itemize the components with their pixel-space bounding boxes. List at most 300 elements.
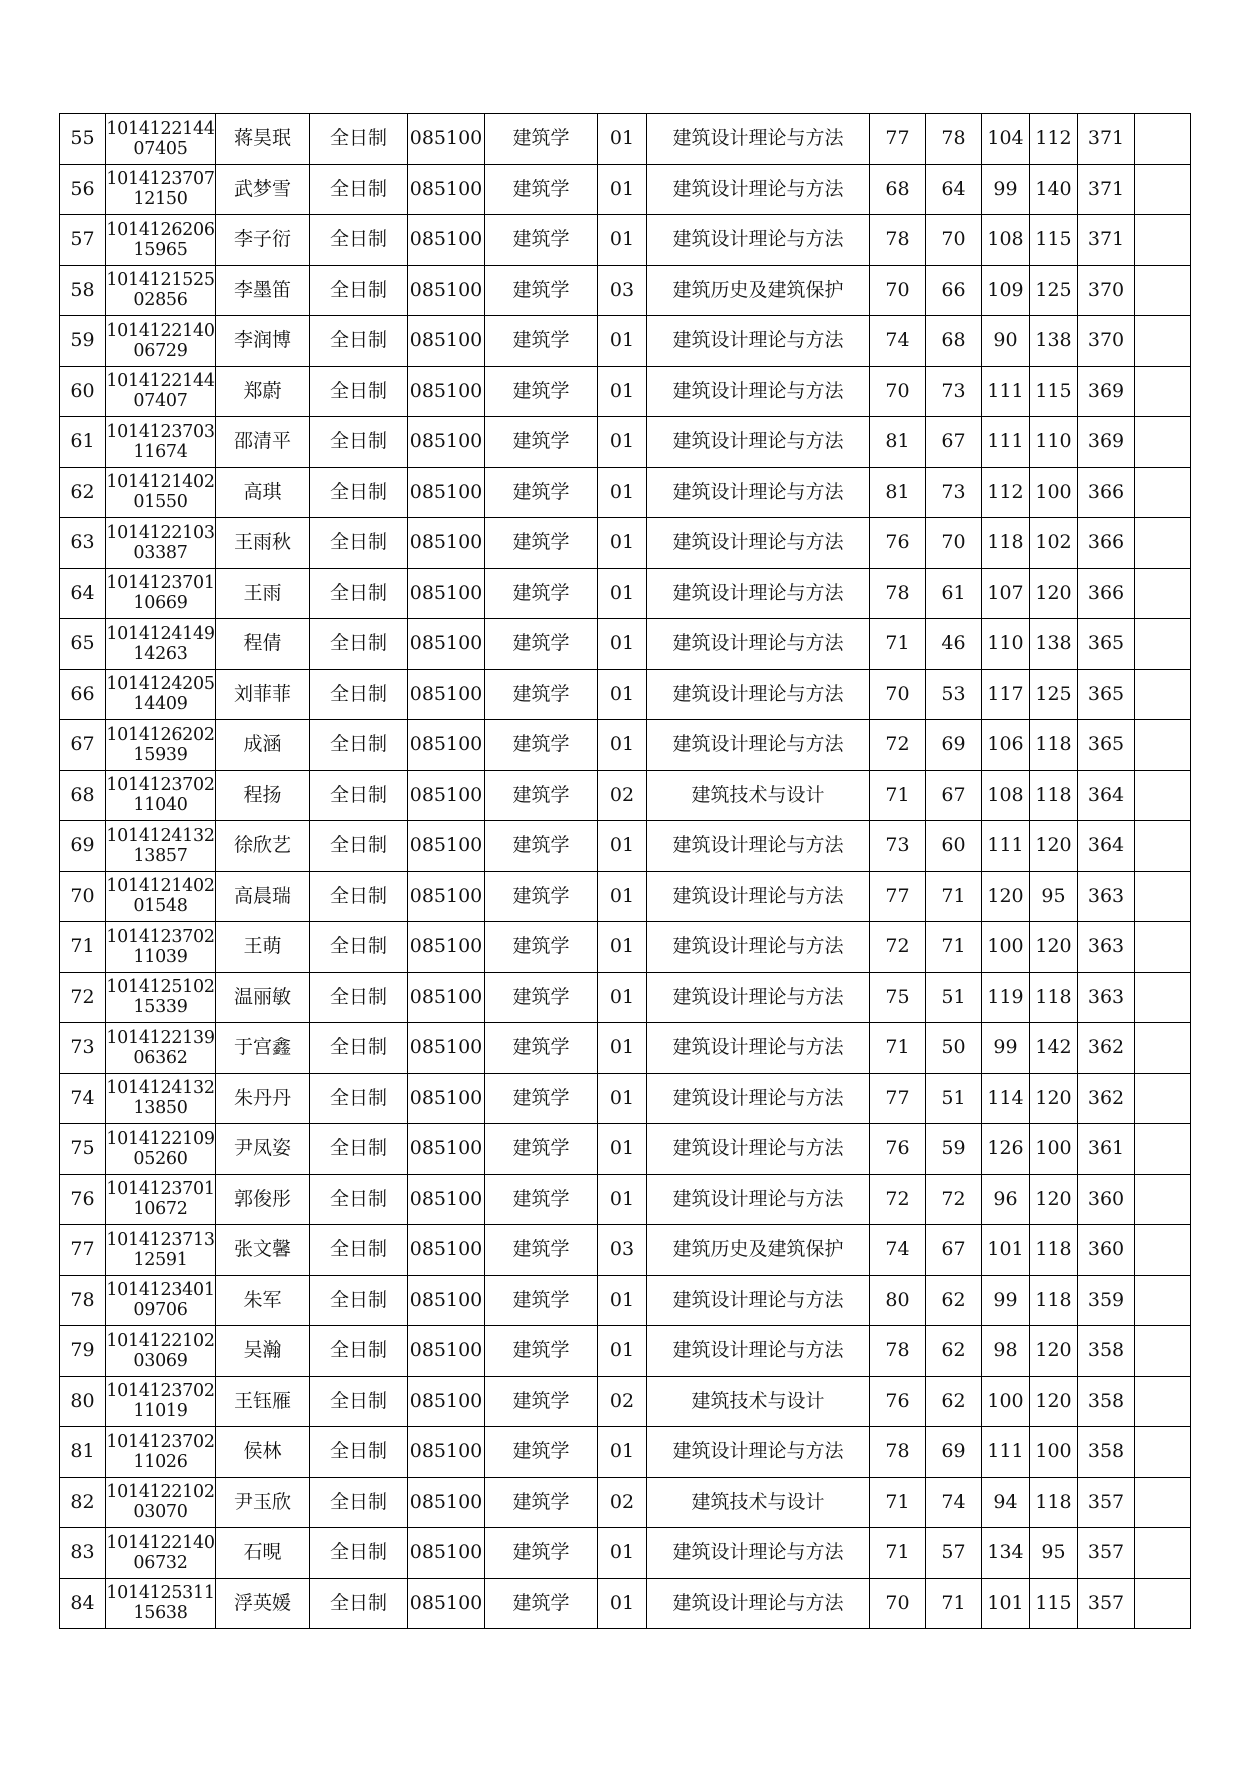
seq-cell: 73 xyxy=(60,1023,106,1074)
seq-cell: 79 xyxy=(60,1326,106,1377)
exam-id-cell xyxy=(106,467,216,518)
seq-cell: 59 xyxy=(60,316,106,367)
score4-cell: 125 xyxy=(1030,669,1078,720)
direction-code-cell: 01 xyxy=(598,619,647,670)
score2-cell: 71 xyxy=(926,1578,982,1629)
table-row xyxy=(60,821,1191,872)
exam-id-cell xyxy=(106,1477,216,1528)
score2-cell: 59 xyxy=(926,1124,982,1175)
direction-code-cell: 01 xyxy=(598,669,647,720)
score4-cell: 120 xyxy=(1030,821,1078,872)
remark-cell xyxy=(1135,366,1191,417)
major-name-cell: 建筑学 xyxy=(485,871,598,922)
major-code-cell: 085100 xyxy=(408,265,485,316)
name-cell: 刘菲菲 xyxy=(216,669,310,720)
exam-id-part2: 11026 xyxy=(133,1451,188,1472)
total-cell: 360 xyxy=(1078,1225,1135,1276)
name-cell: 郭俊彤 xyxy=(216,1174,310,1225)
exam-id-part1: 1014123702 xyxy=(106,1381,215,1402)
name-cell: 李润博 xyxy=(216,316,310,367)
exam-id-part2: 05260 xyxy=(133,1148,188,1169)
exam-id-part1: 1014122140 xyxy=(106,320,215,341)
score2-cell: 67 xyxy=(926,1225,982,1276)
major-name-cell: 建筑学 xyxy=(485,1427,598,1478)
exam-id-cell xyxy=(106,972,216,1023)
score1-cell: 77 xyxy=(870,114,926,165)
score3-cell: 114 xyxy=(982,1073,1030,1124)
score2-cell: 50 xyxy=(926,1023,982,1074)
remark-cell xyxy=(1135,1275,1191,1326)
direction-name-cell: 建筑设计理论与方法 xyxy=(647,164,870,215)
score1-cell: 72 xyxy=(870,922,926,973)
score3-cell: 111 xyxy=(982,417,1030,468)
score1-cell: 68 xyxy=(870,164,926,215)
exam-id-part1: 1014121525 xyxy=(106,270,215,291)
ranking-table xyxy=(59,113,1191,1629)
name-cell: 于宫鑫 xyxy=(216,1023,310,1074)
exam-id-part2: 07407 xyxy=(133,391,188,412)
table-row xyxy=(60,518,1191,569)
exam-id-cell xyxy=(106,1578,216,1629)
name-cell: 温丽敏 xyxy=(216,972,310,1023)
total-cell: 364 xyxy=(1078,821,1135,872)
direction-code-cell: 01 xyxy=(598,1023,647,1074)
seq-cell: 68 xyxy=(60,770,106,821)
major-name-cell: 建筑学 xyxy=(485,1477,598,1528)
total-cell: 362 xyxy=(1078,1023,1135,1074)
exam-id-part2: 11674 xyxy=(133,441,188,462)
table-row xyxy=(60,871,1191,922)
study-mode-cell: 全日制 xyxy=(310,518,408,569)
name-cell: 吴瀚 xyxy=(216,1326,310,1377)
score4-cell: 138 xyxy=(1030,619,1078,670)
name-cell: 程扬 xyxy=(216,770,310,821)
major-name-cell: 建筑学 xyxy=(485,265,598,316)
major-code-cell: 085100 xyxy=(408,1275,485,1326)
score1-cell: 73 xyxy=(870,821,926,872)
total-cell: 366 xyxy=(1078,467,1135,518)
table-row xyxy=(60,568,1191,619)
major-code-cell: 085100 xyxy=(408,1376,485,1427)
name-cell: 王钰雁 xyxy=(216,1376,310,1427)
name-cell: 朱军 xyxy=(216,1275,310,1326)
exam-id-part2: 15339 xyxy=(133,997,188,1018)
exam-id-part2: 03070 xyxy=(133,1502,188,1523)
exam-id-cell xyxy=(106,417,216,468)
study-mode-cell: 全日制 xyxy=(310,568,408,619)
direction-name-cell: 建筑设计理论与方法 xyxy=(647,215,870,266)
score3-cell: 134 xyxy=(982,1528,1030,1579)
score3-cell: 101 xyxy=(982,1225,1030,1276)
score2-cell: 69 xyxy=(926,1427,982,1478)
score4-cell: 115 xyxy=(1030,1578,1078,1629)
score3-cell: 100 xyxy=(982,922,1030,973)
exam-id-part1: 1014123401 xyxy=(106,1280,215,1301)
table-row xyxy=(60,720,1191,771)
major-code-cell: 085100 xyxy=(408,720,485,771)
direction-code-cell: 01 xyxy=(598,1275,647,1326)
direction-code-cell: 01 xyxy=(598,1124,647,1175)
exam-id-part1: 1014123703 xyxy=(106,421,215,442)
remark-cell xyxy=(1135,619,1191,670)
exam-id-part1: 1014122102 xyxy=(106,1330,215,1351)
study-mode-cell: 全日制 xyxy=(310,770,408,821)
name-cell: 王萌 xyxy=(216,922,310,973)
direction-code-cell: 01 xyxy=(598,164,647,215)
table-row xyxy=(60,1073,1191,1124)
exam-id-part2: 15939 xyxy=(133,744,188,765)
major-code-cell: 085100 xyxy=(408,417,485,468)
exam-id-cell xyxy=(106,1326,216,1377)
study-mode-cell: 全日制 xyxy=(310,164,408,215)
seq-cell: 71 xyxy=(60,922,106,973)
remark-cell xyxy=(1135,417,1191,468)
exam-id-part2: 13857 xyxy=(133,845,188,866)
remark-cell xyxy=(1135,1073,1191,1124)
major-code-cell: 085100 xyxy=(408,518,485,569)
exam-id-part1: 1014122140 xyxy=(106,1532,215,1553)
study-mode-cell: 全日制 xyxy=(310,669,408,720)
score2-cell: 62 xyxy=(926,1326,982,1377)
seq-cell: 61 xyxy=(60,417,106,468)
score3-cell: 120 xyxy=(982,871,1030,922)
exam-id-cell xyxy=(106,821,216,872)
name-cell: 蒋昊珉 xyxy=(216,114,310,165)
major-code-cell: 085100 xyxy=(408,114,485,165)
name-cell: 郑蔚 xyxy=(216,366,310,417)
exam-id-cell xyxy=(106,568,216,619)
seq-cell: 58 xyxy=(60,265,106,316)
exam-id-cell xyxy=(106,1023,216,1074)
seq-cell: 67 xyxy=(60,720,106,771)
exam-id-part2: 14263 xyxy=(133,643,188,664)
major-code-cell: 085100 xyxy=(408,366,485,417)
score2-cell: 67 xyxy=(926,417,982,468)
exam-id-part2: 11040 xyxy=(133,795,188,816)
total-cell: 358 xyxy=(1078,1326,1135,1377)
direction-name-cell: 建筑设计理论与方法 xyxy=(647,518,870,569)
score1-cell: 70 xyxy=(870,669,926,720)
major-code-cell: 085100 xyxy=(408,1326,485,1377)
exam-id-part2: 14409 xyxy=(133,694,188,715)
remark-cell xyxy=(1135,871,1191,922)
exam-id-cell xyxy=(106,1275,216,1326)
table-row xyxy=(60,972,1191,1023)
exam-id-part2: 15965 xyxy=(133,239,188,260)
score3-cell: 117 xyxy=(982,669,1030,720)
major-code-cell: 085100 xyxy=(408,1225,485,1276)
major-code-cell: 085100 xyxy=(408,871,485,922)
table-row xyxy=(60,1376,1191,1427)
score4-cell: 140 xyxy=(1030,164,1078,215)
study-mode-cell: 全日制 xyxy=(310,1275,408,1326)
score4-cell: 142 xyxy=(1030,1023,1078,1074)
score2-cell: 57 xyxy=(926,1528,982,1579)
total-cell: 360 xyxy=(1078,1174,1135,1225)
score4-cell: 118 xyxy=(1030,972,1078,1023)
remark-cell xyxy=(1135,1326,1191,1377)
major-name-cell: 建筑学 xyxy=(485,518,598,569)
major-name-cell: 建筑学 xyxy=(485,366,598,417)
direction-name-cell: 建筑设计理论与方法 xyxy=(647,1427,870,1478)
score2-cell: 71 xyxy=(926,922,982,973)
total-cell: 362 xyxy=(1078,1073,1135,1124)
seq-cell: 77 xyxy=(60,1225,106,1276)
exam-id-part2: 11019 xyxy=(133,1401,188,1422)
exam-id-part2: 12591 xyxy=(133,1249,188,1270)
seq-cell: 74 xyxy=(60,1073,106,1124)
score4-cell: 120 xyxy=(1030,922,1078,973)
score1-cell: 70 xyxy=(870,265,926,316)
total-cell: 363 xyxy=(1078,922,1135,973)
major-name-cell: 建筑学 xyxy=(485,1124,598,1175)
score3-cell: 99 xyxy=(982,1275,1030,1326)
major-name-cell: 建筑学 xyxy=(485,164,598,215)
major-code-cell: 085100 xyxy=(408,619,485,670)
remark-cell xyxy=(1135,1023,1191,1074)
direction-code-cell: 01 xyxy=(598,1174,647,1225)
study-mode-cell: 全日制 xyxy=(310,821,408,872)
score1-cell: 71 xyxy=(870,619,926,670)
total-cell: 371 xyxy=(1078,215,1135,266)
exam-id-part1: 1014123701 xyxy=(106,1179,215,1200)
remark-cell xyxy=(1135,922,1191,973)
study-mode-cell: 全日制 xyxy=(310,922,408,973)
table-row xyxy=(60,1174,1191,1225)
direction-name-cell: 建筑设计理论与方法 xyxy=(647,467,870,518)
direction-code-cell: 02 xyxy=(598,1376,647,1427)
score4-cell: 125 xyxy=(1030,265,1078,316)
score1-cell: 72 xyxy=(870,1174,926,1225)
score3-cell: 100 xyxy=(982,1376,1030,1427)
seq-cell: 84 xyxy=(60,1578,106,1629)
remark-cell xyxy=(1135,1477,1191,1528)
table-row xyxy=(60,922,1191,973)
exam-id-cell xyxy=(106,871,216,922)
direction-name-cell: 建筑设计理论与方法 xyxy=(647,669,870,720)
score3-cell: 108 xyxy=(982,215,1030,266)
score2-cell: 73 xyxy=(926,366,982,417)
table-row xyxy=(60,114,1191,165)
exam-id-part2: 06732 xyxy=(133,1552,188,1573)
study-mode-cell: 全日制 xyxy=(310,366,408,417)
name-cell: 高晨瑞 xyxy=(216,871,310,922)
study-mode-cell: 全日制 xyxy=(310,871,408,922)
major-name-cell: 建筑学 xyxy=(485,972,598,1023)
score2-cell: 46 xyxy=(926,619,982,670)
table-row xyxy=(60,366,1191,417)
table-row xyxy=(60,619,1191,670)
exam-id-part1: 1014122144 xyxy=(106,118,215,139)
seq-cell: 65 xyxy=(60,619,106,670)
study-mode-cell: 全日制 xyxy=(310,215,408,266)
table-row xyxy=(60,770,1191,821)
total-cell: 359 xyxy=(1078,1275,1135,1326)
name-cell: 张文馨 xyxy=(216,1225,310,1276)
score2-cell: 67 xyxy=(926,770,982,821)
exam-id-part1: 1014124205 xyxy=(106,674,215,695)
exam-id-part2: 10669 xyxy=(133,593,188,614)
total-cell: 371 xyxy=(1078,164,1135,215)
direction-code-cell: 02 xyxy=(598,770,647,821)
exam-id-cell xyxy=(106,770,216,821)
major-code-cell: 085100 xyxy=(408,1528,485,1579)
name-cell: 程倩 xyxy=(216,619,310,670)
study-mode-cell: 全日制 xyxy=(310,1477,408,1528)
score3-cell: 94 xyxy=(982,1477,1030,1528)
score4-cell: 120 xyxy=(1030,1073,1078,1124)
exam-id-part2: 11039 xyxy=(133,946,188,967)
name-cell: 浮英媛 xyxy=(216,1578,310,1629)
direction-code-cell: 01 xyxy=(598,366,647,417)
score1-cell: 71 xyxy=(870,770,926,821)
total-cell: 369 xyxy=(1078,417,1135,468)
score3-cell: 90 xyxy=(982,316,1030,367)
score1-cell: 70 xyxy=(870,1578,926,1629)
exam-id-part2: 10672 xyxy=(133,1199,188,1220)
remark-cell xyxy=(1135,164,1191,215)
score2-cell: 64 xyxy=(926,164,982,215)
name-cell: 石晛 xyxy=(216,1528,310,1579)
score4-cell: 118 xyxy=(1030,1275,1078,1326)
exam-id-part2: 12150 xyxy=(133,189,188,210)
total-cell: 369 xyxy=(1078,366,1135,417)
total-cell: 371 xyxy=(1078,114,1135,165)
score4-cell: 102 xyxy=(1030,518,1078,569)
table-row xyxy=(60,669,1191,720)
score3-cell: 96 xyxy=(982,1174,1030,1225)
direction-code-cell: 01 xyxy=(598,972,647,1023)
seq-cell: 81 xyxy=(60,1427,106,1478)
exam-id-part2: 02856 xyxy=(133,290,188,311)
study-mode-cell: 全日制 xyxy=(310,1225,408,1276)
direction-name-cell: 建筑设计理论与方法 xyxy=(647,619,870,670)
score2-cell: 66 xyxy=(926,265,982,316)
major-name-cell: 建筑学 xyxy=(485,821,598,872)
total-cell: 365 xyxy=(1078,619,1135,670)
seq-cell: 69 xyxy=(60,821,106,872)
major-name-cell: 建筑学 xyxy=(485,770,598,821)
exam-id-part1: 1014122139 xyxy=(106,1027,215,1048)
remark-cell xyxy=(1135,720,1191,771)
name-cell: 朱丹丹 xyxy=(216,1073,310,1124)
direction-name-cell: 建筑设计理论与方法 xyxy=(647,1578,870,1629)
seq-cell: 62 xyxy=(60,467,106,518)
score2-cell: 71 xyxy=(926,871,982,922)
remark-cell xyxy=(1135,467,1191,518)
remark-cell xyxy=(1135,821,1191,872)
direction-name-cell: 建筑设计理论与方法 xyxy=(647,720,870,771)
seq-cell: 56 xyxy=(60,164,106,215)
name-cell: 尹凤姿 xyxy=(216,1124,310,1175)
table-row xyxy=(60,215,1191,266)
major-code-cell: 085100 xyxy=(408,1023,485,1074)
seq-cell: 55 xyxy=(60,114,106,165)
seq-cell: 57 xyxy=(60,215,106,266)
major-name-cell: 建筑学 xyxy=(485,1275,598,1326)
score4-cell: 95 xyxy=(1030,871,1078,922)
exam-id-part2: 09706 xyxy=(133,1300,188,1321)
score2-cell: 68 xyxy=(926,316,982,367)
direction-name-cell: 建筑设计理论与方法 xyxy=(647,972,870,1023)
major-code-cell: 085100 xyxy=(408,568,485,619)
score3-cell: 108 xyxy=(982,770,1030,821)
study-mode-cell: 全日制 xyxy=(310,1073,408,1124)
exam-id-part2: 06362 xyxy=(133,1047,188,1068)
score4-cell: 118 xyxy=(1030,770,1078,821)
direction-code-cell: 01 xyxy=(598,215,647,266)
direction-code-cell: 01 xyxy=(598,316,647,367)
major-name-cell: 建筑学 xyxy=(485,1225,598,1276)
name-cell: 李墨笛 xyxy=(216,265,310,316)
direction-name-cell: 建筑设计理论与方法 xyxy=(647,417,870,468)
score3-cell: 99 xyxy=(982,1023,1030,1074)
score1-cell: 75 xyxy=(870,972,926,1023)
seq-cell: 60 xyxy=(60,366,106,417)
direction-code-cell: 01 xyxy=(598,1528,647,1579)
major-name-cell: 建筑学 xyxy=(485,1578,598,1629)
study-mode-cell: 全日制 xyxy=(310,1427,408,1478)
exam-id-part2: 01548 xyxy=(133,896,188,917)
total-cell: 365 xyxy=(1078,720,1135,771)
score4-cell: 118 xyxy=(1030,1225,1078,1276)
seq-cell: 70 xyxy=(60,871,106,922)
score4-cell: 120 xyxy=(1030,1326,1078,1377)
direction-code-cell: 01 xyxy=(598,518,647,569)
score1-cell: 81 xyxy=(870,417,926,468)
direction-name-cell: 建筑设计理论与方法 xyxy=(647,1326,870,1377)
total-cell: 363 xyxy=(1078,871,1135,922)
table-row xyxy=(60,1528,1191,1579)
seq-cell: 72 xyxy=(60,972,106,1023)
score2-cell: 61 xyxy=(926,568,982,619)
name-cell: 高琪 xyxy=(216,467,310,518)
exam-id-part1: 1014122102 xyxy=(106,1482,215,1503)
study-mode-cell: 全日制 xyxy=(310,316,408,367)
major-code-cell: 085100 xyxy=(408,669,485,720)
score3-cell: 118 xyxy=(982,518,1030,569)
exam-id-part2: 15638 xyxy=(133,1603,188,1624)
exam-id-part1: 1014123713 xyxy=(106,1229,215,1250)
major-code-cell: 085100 xyxy=(408,1477,485,1528)
table-row xyxy=(60,1427,1191,1478)
major-code-cell: 085100 xyxy=(408,1174,485,1225)
major-name-cell: 建筑学 xyxy=(485,669,598,720)
table-row xyxy=(60,1023,1191,1074)
major-name-cell: 建筑学 xyxy=(485,619,598,670)
major-code-cell: 085100 xyxy=(408,821,485,872)
score3-cell: 119 xyxy=(982,972,1030,1023)
major-name-cell: 建筑学 xyxy=(485,1376,598,1427)
study-mode-cell: 全日制 xyxy=(310,1528,408,1579)
seq-cell: 78 xyxy=(60,1275,106,1326)
study-mode-cell: 全日制 xyxy=(310,619,408,670)
remark-cell xyxy=(1135,1427,1191,1478)
study-mode-cell: 全日制 xyxy=(310,1326,408,1377)
major-code-cell: 085100 xyxy=(408,922,485,973)
remark-cell xyxy=(1135,568,1191,619)
score3-cell: 101 xyxy=(982,1578,1030,1629)
score2-cell: 69 xyxy=(926,720,982,771)
direction-code-cell: 01 xyxy=(598,871,647,922)
direction-name-cell: 建筑设计理论与方法 xyxy=(647,1275,870,1326)
major-code-cell: 085100 xyxy=(408,316,485,367)
seq-cell: 76 xyxy=(60,1174,106,1225)
exam-id-cell xyxy=(106,316,216,367)
score1-cell: 76 xyxy=(870,1124,926,1175)
score1-cell: 71 xyxy=(870,1477,926,1528)
seq-cell: 82 xyxy=(60,1477,106,1528)
